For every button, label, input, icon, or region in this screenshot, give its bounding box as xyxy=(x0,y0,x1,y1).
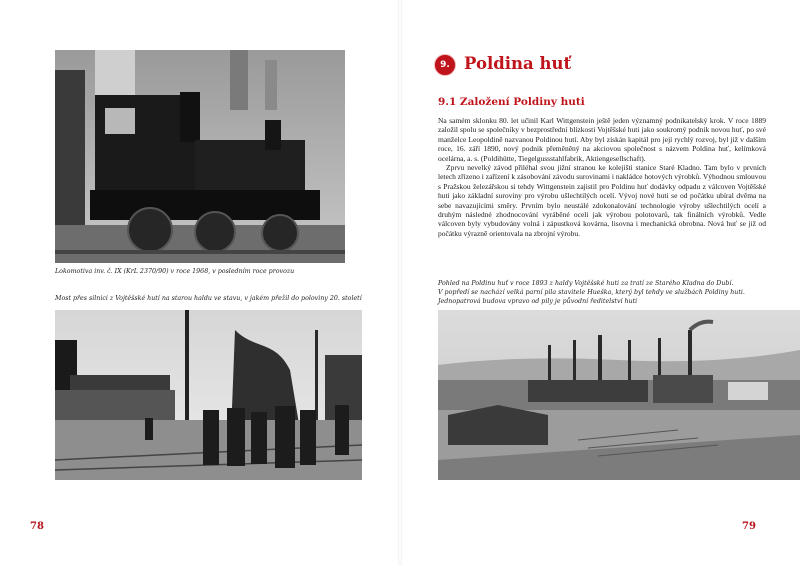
page-number-left: 78 xyxy=(30,521,44,532)
photo3-caption-line: V popředí se nachází velká parní pila stavitele Hueška, který byl tehdy ve službách Poldiny huti. xyxy=(438,289,745,296)
right-page xyxy=(400,0,800,566)
photo2-caption: Most přes silnici z Vojtěšské hutí na starou haldu ve stavu, v jakém přežil do poloviny 20. století xyxy=(55,295,362,302)
photo-bridge xyxy=(55,310,362,480)
locomotive-image xyxy=(55,50,345,263)
page-number-right: 79 xyxy=(742,521,756,532)
photo-locomotive xyxy=(55,50,345,263)
chapter-number-badge: 9. xyxy=(434,54,456,76)
chapter-title: Poldina huť xyxy=(464,54,572,73)
photo1-caption: Lokomotiva inv. č. IX (KrL 2370/90) v roce 1968, v posledním roce provozu xyxy=(55,268,295,275)
section-title: 9.1 Založení Poldiny huti xyxy=(438,96,585,108)
paragraph: Na samém sklonku 80. let učinil Karl Wittgenstein ještě jeden významný podnikatelský krok. V roce 1889 založil spolu se společníky v bezprostřední blízkosti Vojtěšské huti jako soukromý podnik novou huť, po své manželce Leopoldině nazvanou Poldinou hutí. Aby byl získán kapitál pro její rychlý rozvoj, byl již v dalším roce, 16. září 1890, nový podnik přeměněný na akciovou společnost s názvem Poldina huť, kelímková ocelárna, a. s. (Poldihütte, Tiegelgussstahlfabrik, Aktiengesellschaft). xyxy=(438,116,766,163)
steelworks-image xyxy=(438,310,800,480)
photo3-caption-line: Pohled na Poldinu huť v roce 1893 z haldy Vojtěšské huti za tratí ze Starého Kladna do Dubí. xyxy=(438,280,734,287)
body-text xyxy=(438,116,766,238)
paragraph: Zprvu nevelký závod přiléhal svou jižní stranou ke kolejišti stanice Staré Kladno. Tam bylo v prvních letech zřízeno i zařízení k zásobování závodu surovinami i nakládce hotových výrobků. Výhodnou smlouvou s Pražskou železářskou si tehdy Wittgenstein zajistil pro Poldinu huť dodávky odpadu z válcoven Vojtěšské huti jako základní suroviny pro výrobu ušlechtilých ocelí. Vývoj nové huti se od počátku ubíral dvěma na sebe navazujícími směry. Prvním bylo neustálé zdokonalování technologie výroby ušlechtilých ocelí a druhým následné zhodnocování vyráběné oceli jak výrobou polotovarů, tak finálních výrobků. Vedle válcoven byly vybudovány volná i zápustková kovárna, lisovna i mechanická obrobna. Nová huť se již od počátku výrazně orientovala na zbrojní výrobu. xyxy=(438,163,766,238)
photo-poldi-works xyxy=(438,310,800,480)
photo3-caption-line: Jednopatrová budova vpravo od pily je původní ředitelství huti xyxy=(438,298,638,305)
bridge-image xyxy=(55,310,362,480)
